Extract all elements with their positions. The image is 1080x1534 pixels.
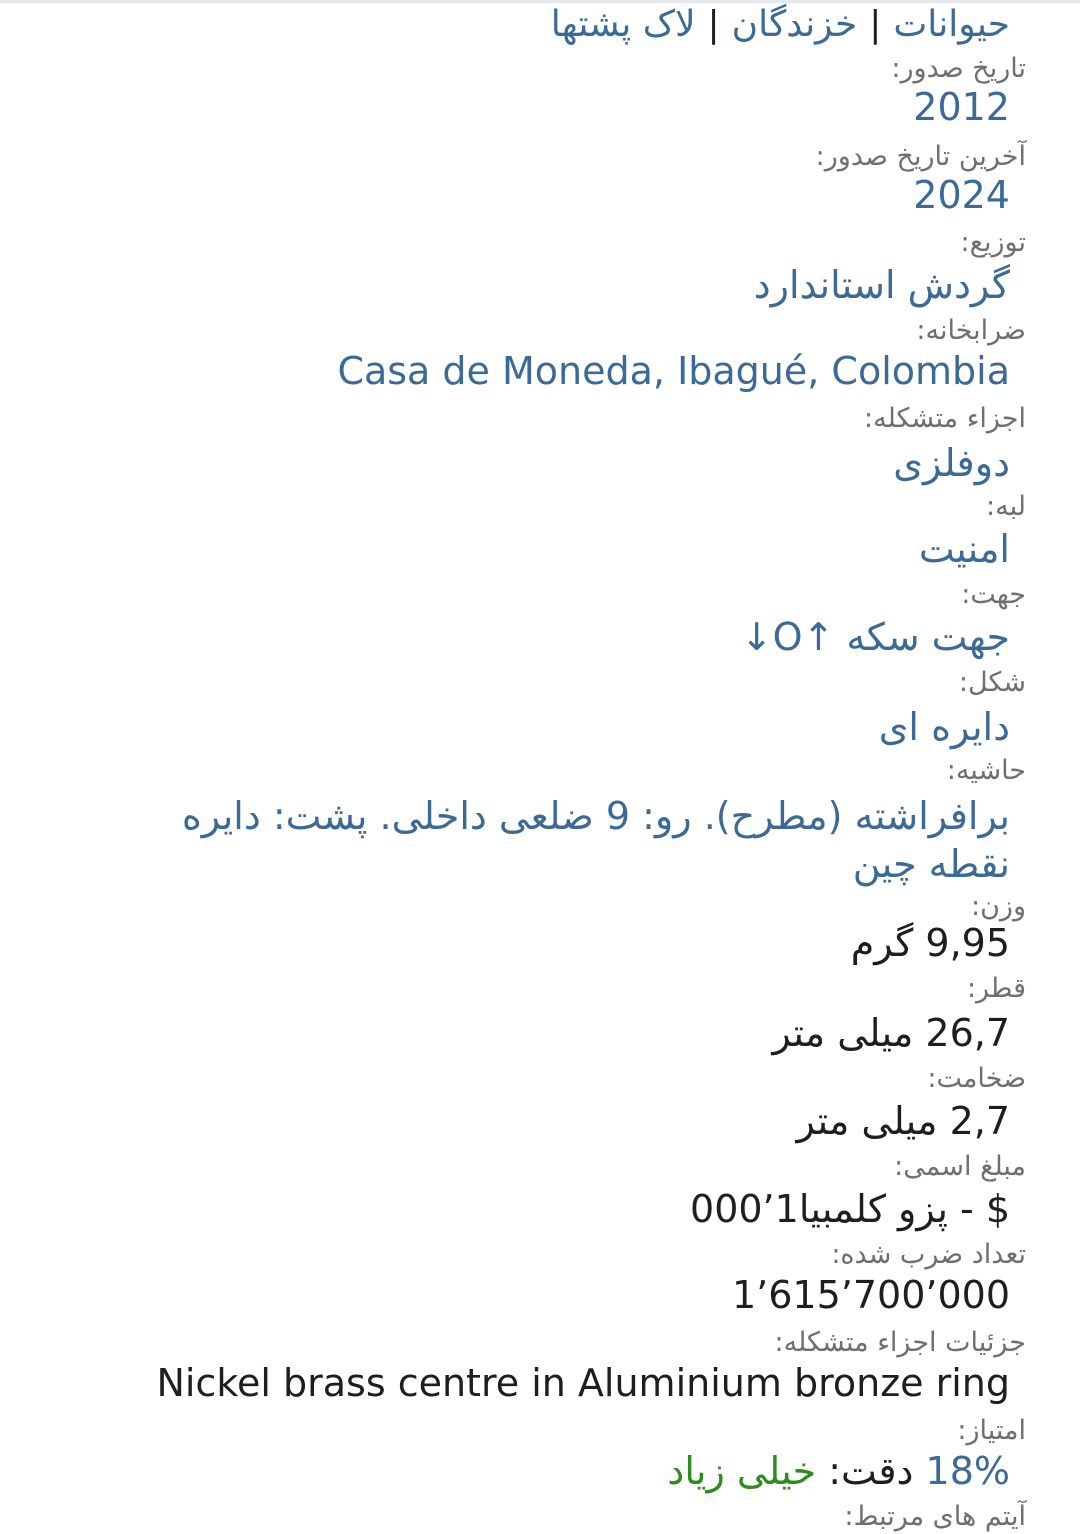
- breadcrumb-link-turtles[interactable]: لاک پشتها: [550, 4, 696, 45]
- accuracy-label: دقت:: [828, 1449, 914, 1493]
- edge-value[interactable]: امنیت: [918, 527, 1010, 571]
- distribution-value[interactable]: گردش استاندارد: [753, 263, 1010, 307]
- mint-label: ضرابخانه:: [916, 315, 1026, 346]
- related-items-label: آیتم های مرتبط:: [844, 1501, 1026, 1532]
- thickness-value: 2,7 میلی متر: [796, 1099, 1010, 1143]
- composition-details-value: Nickel brass centre in Aluminium bronze ring: [156, 1361, 1010, 1405]
- shape-value[interactable]: دایره ای: [878, 705, 1010, 749]
- issue-date-value[interactable]: 2012: [913, 85, 1010, 129]
- composition-value[interactable]: دوفلزی: [893, 441, 1010, 485]
- category-breadcrumb: [551, 2, 1010, 48]
- breadcrumb-link-reptiles[interactable]: خزندگان: [731, 4, 858, 45]
- breadcrumb-separator: |: [707, 4, 720, 45]
- distribution-label: توزیع:: [960, 227, 1026, 258]
- weight-value: 9,95 گرم: [850, 921, 1010, 965]
- mintage-label: تعداد ضرب شده:: [831, 1239, 1026, 1270]
- accuracy-value: خیلی زیاد: [667, 1449, 817, 1493]
- diameter-value: 26,7 میلی متر: [772, 1011, 1010, 1055]
- border-label: حاشیه:: [946, 755, 1026, 786]
- mint-value[interactable]: Casa de Moneda, Ibagué, Colombia: [337, 349, 1010, 393]
- edge-label: لبه:: [986, 491, 1026, 522]
- thickness-label: ضخامت:: [927, 1063, 1026, 1094]
- issue-date-label: تاریخ صدور:: [891, 53, 1026, 84]
- score-label: امتیاز:: [957, 1415, 1026, 1446]
- diameter-label: قطر:: [966, 973, 1026, 1004]
- last-issue-date-value[interactable]: 2024: [913, 173, 1010, 217]
- score-percent: 18%: [925, 1449, 1010, 1493]
- weight-label: وزن:: [970, 891, 1026, 922]
- score-row: [667, 1448, 1010, 1494]
- shape-label: شکل:: [958, 667, 1026, 698]
- mintage-value: 1’615’700’000: [731, 1273, 1010, 1317]
- breadcrumb-separator: |: [869, 4, 882, 45]
- face-value-label: مبلغ اسمی:: [894, 1151, 1026, 1182]
- orientation-value[interactable]: جهت سکه ↑O↓: [740, 615, 1010, 659]
- border-value[interactable]: برافراشته (مطرح). رو: 9 ضلعی داخلی. پشت: دایره نقطه چین: [181, 794, 1010, 886]
- breadcrumb-link-animals[interactable]: حیوانات: [893, 4, 1010, 45]
- composition-details-label: جزئیات اجزاء متشکله:: [774, 1327, 1026, 1358]
- face-value-value: $ - پزو کلمبیا1’000: [690, 1187, 1010, 1231]
- last-issue-date-label: آخرین تاریخ صدور:: [815, 141, 1026, 172]
- orientation-label: جهت:: [961, 579, 1026, 610]
- composition-label: اجزاء متشکله:: [864, 403, 1026, 434]
